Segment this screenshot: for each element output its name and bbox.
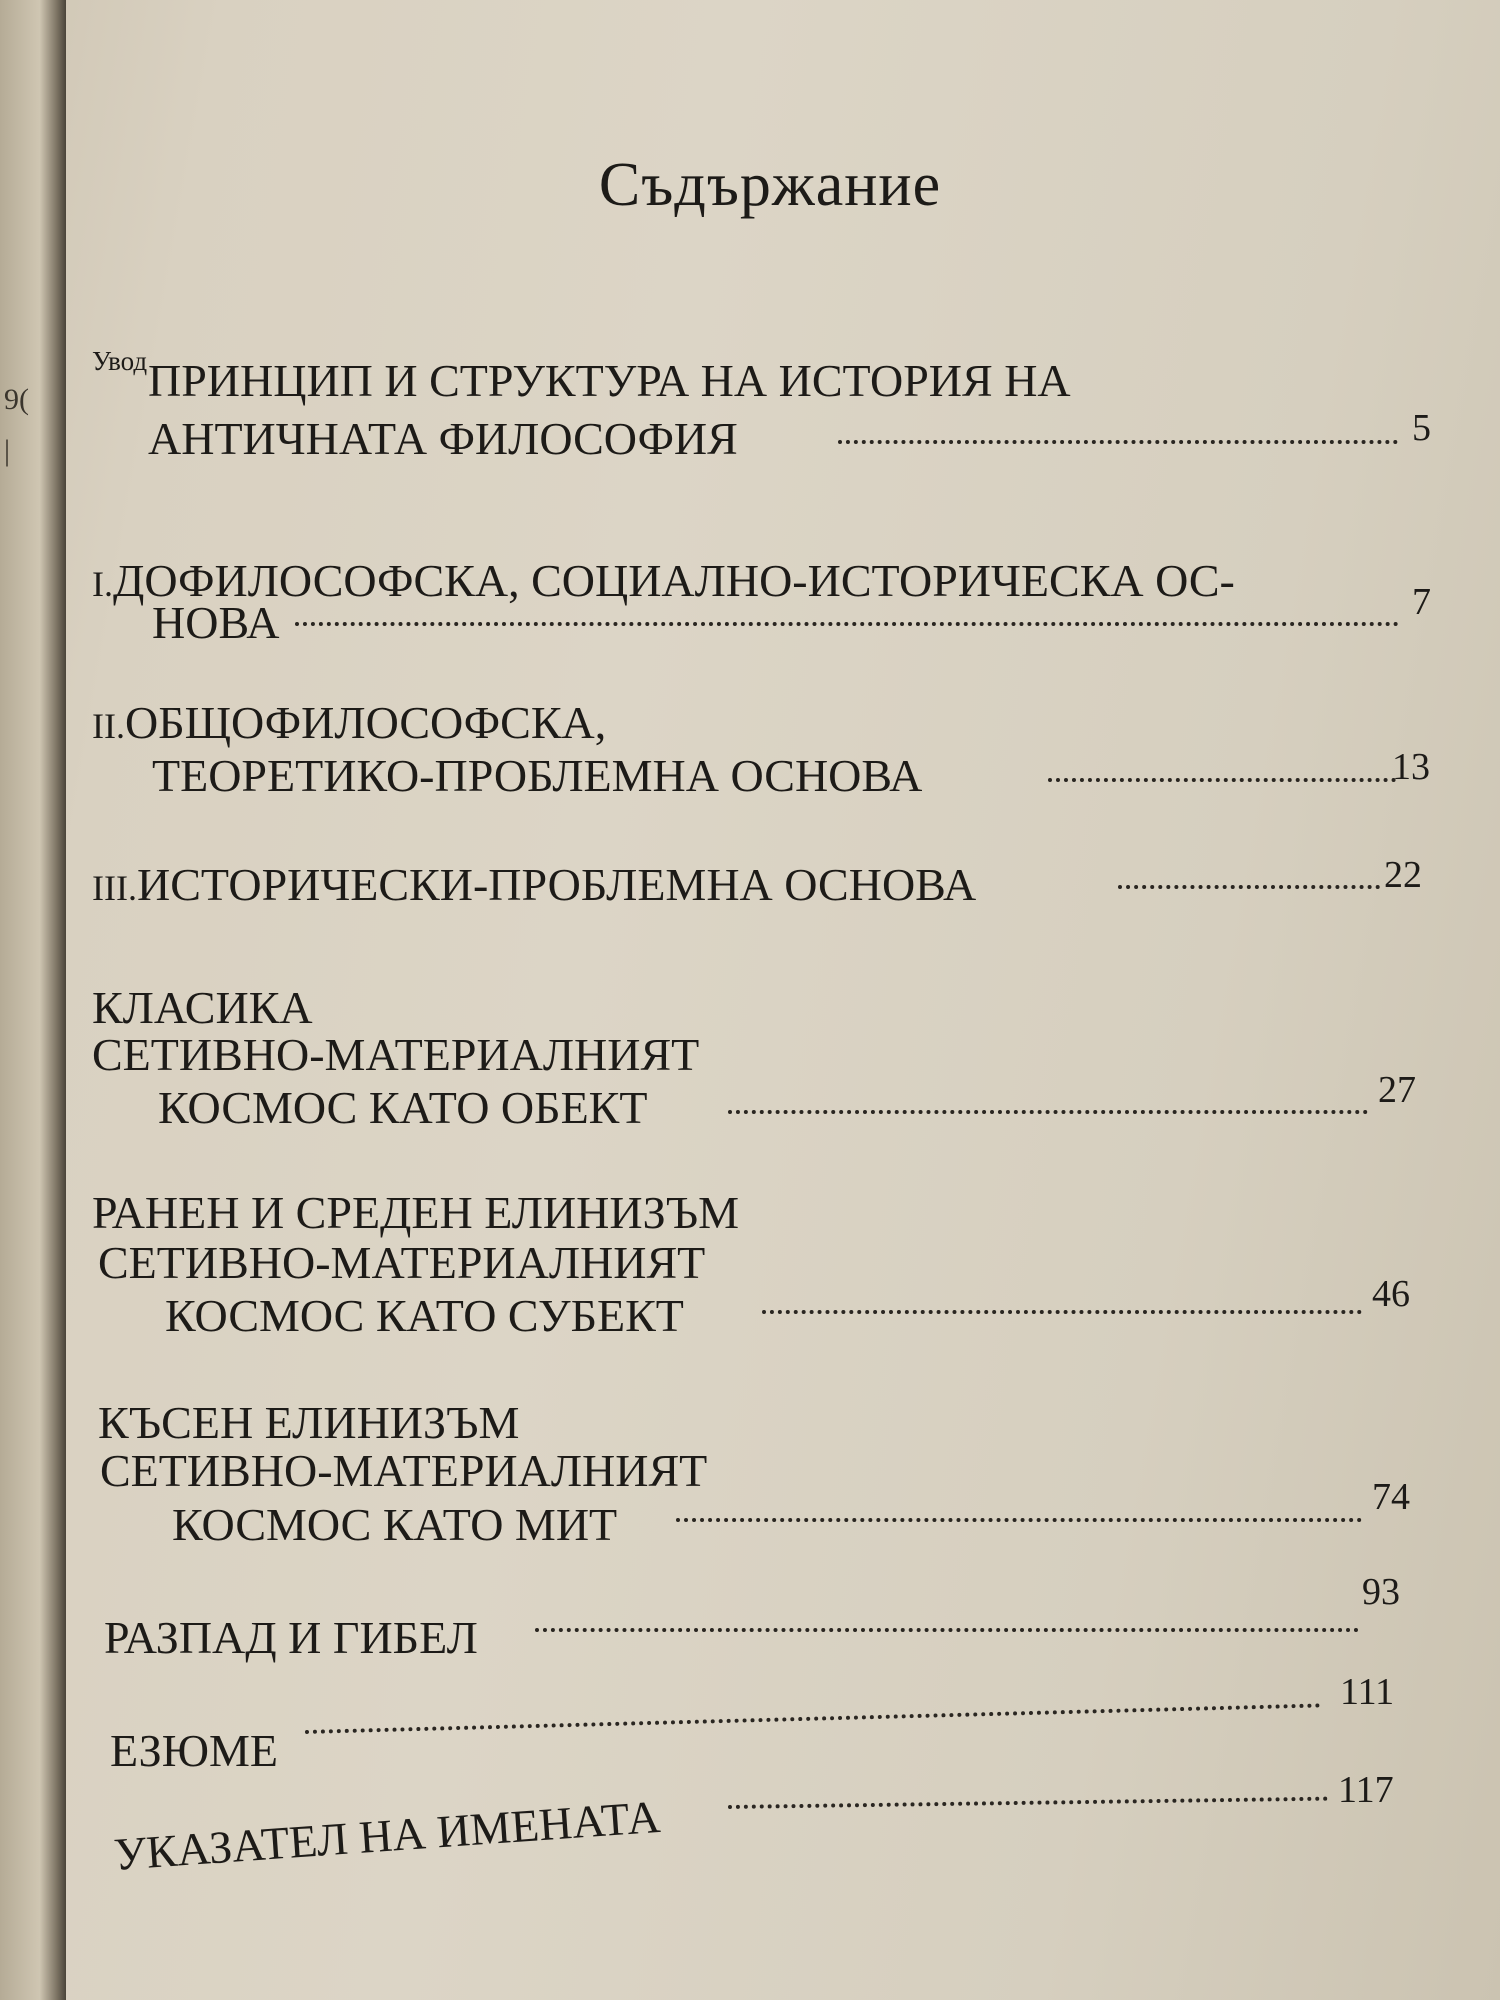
dot-leader	[728, 1797, 1328, 1809]
toc-entry-number: II.	[92, 706, 125, 746]
toc-entry-title: РАЗПАД И ГИБЕЛ	[104, 1612, 478, 1663]
toc-entry-page: 117	[1338, 1769, 1394, 1811]
toc-entry-page: 13	[1392, 746, 1430, 788]
dot-leader	[728, 1110, 1368, 1114]
toc-entry-page: 27	[1378, 1069, 1416, 1111]
toc-entry-title: СЕТИВНО-МАТЕРИАЛНИЯТ	[92, 1029, 700, 1080]
dot-leader	[1048, 778, 1396, 782]
toc-entry-page: 7	[1412, 581, 1431, 623]
toc-entry-title-text: ИСТОРИЧЕСКИ-ПРОБЛЕМНА ОСНОВА	[136, 859, 977, 910]
page-title: Съдържание	[598, 151, 942, 219]
toc-entry-title: СЕТИВНО-МАТЕРИАЛНИЯТ	[100, 1445, 708, 1496]
toc-entry-page: 22	[1384, 854, 1422, 896]
toc-entry-title: АНТИЧНАТА ФИЛОСОФИЯ	[148, 413, 738, 464]
toc-entry-page: 111	[1340, 1671, 1395, 1713]
toc-entry-page: 46	[1372, 1273, 1410, 1315]
toc-entry-number: I.	[92, 564, 113, 604]
toc-entry-title: РАНЕН И СРЕДЕН ЕЛИНИЗЪМ	[92, 1187, 740, 1238]
toc-entry-number: III.	[92, 868, 137, 908]
toc-entry-page: 74	[1372, 1476, 1410, 1518]
toc-entry-title	[92, 859, 977, 910]
toc-entry-title: УКАЗАТЕЛ НА ИМЕНАТА	[112, 1790, 662, 1880]
toc-entry-title: КЪСЕН ЕЛИНИЗЪМ	[98, 1397, 520, 1448]
toc-entry-page: 93	[1362, 1571, 1400, 1613]
dot-leader	[295, 622, 1399, 626]
previous-page-fragment: |	[4, 434, 11, 467]
dot-leader	[838, 440, 1398, 444]
toc-entry-title: КОСМОС КАТО ОБЕКТ	[158, 1082, 648, 1133]
toc-entry-title: ПРИНЦИП И СТРУКТУРА НА ИСТОРИЯ НА	[148, 355, 1071, 406]
toc-entry-title	[92, 697, 607, 748]
dot-leader	[535, 1628, 1359, 1632]
toc-entry-title: КЛАСИКА	[92, 982, 313, 1033]
dot-leader	[305, 1703, 1321, 1734]
toc-entry-page: 5	[1412, 407, 1431, 449]
toc-entry-title: КОСМОС КАТО СУБЕКТ	[165, 1290, 684, 1341]
book-gutter	[0, 0, 66, 2000]
toc-entry-title-text: ДОФИЛОСОФСКА, СОЦИАЛНО-ИСТОРИЧЕСКА ОС-	[113, 555, 1235, 606]
toc-entry-title: ТЕОРЕТИКО-ПРОБЛЕМНА ОСНОВА	[152, 750, 923, 801]
toc-entry-title: ЕЗЮМЕ	[110, 1725, 278, 1776]
toc-entry-title: СЕТИВНО-МАТЕРИАЛНИЯТ	[98, 1237, 706, 1288]
previous-page-fragment: 9(	[4, 383, 29, 416]
dot-leader	[1118, 885, 1380, 889]
dot-leader	[676, 1518, 1362, 1522]
toc-entry-title: НОВА	[152, 597, 280, 648]
dot-leader	[762, 1310, 1362, 1314]
toc-entry-label: Увод	[92, 346, 148, 376]
toc-entry-title-text: ОБЩОФИЛОСОФСКА,	[124, 697, 607, 748]
toc-entry-title: КОСМОС КАТО МИТ	[172, 1499, 618, 1550]
